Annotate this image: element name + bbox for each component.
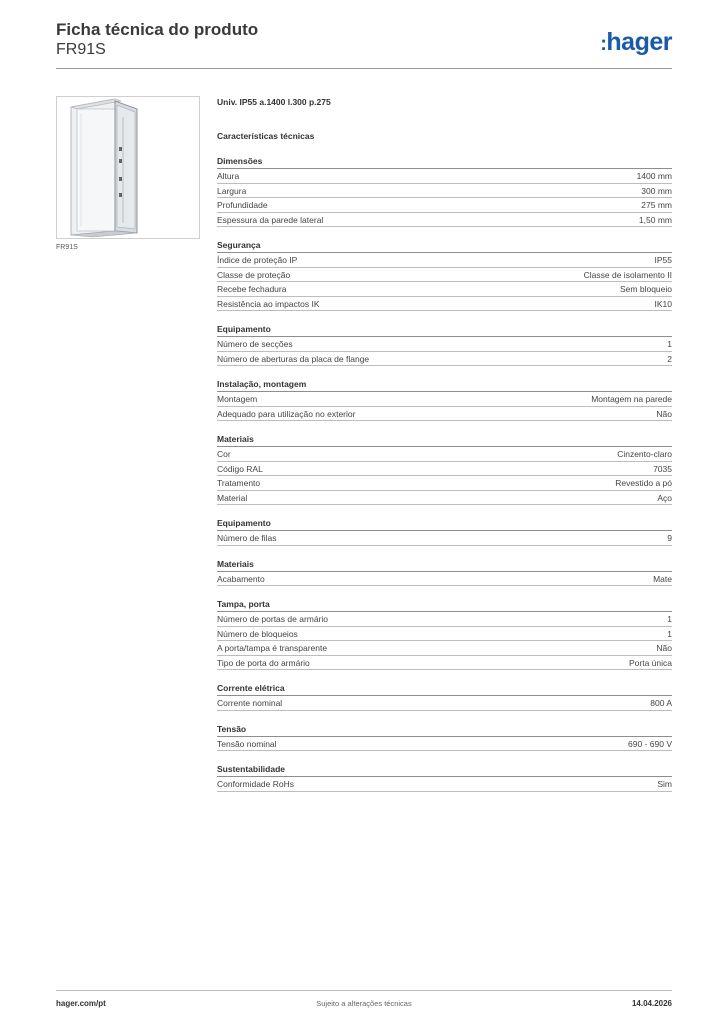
spec-row	[217, 627, 672, 642]
section-title: Tensão	[217, 723, 672, 737]
section-title: Dimensões	[217, 155, 672, 169]
spec-value: 800 A	[650, 698, 672, 708]
spec-label: Tratamento	[217, 478, 261, 488]
spec-section	[217, 239, 672, 311]
spec-row	[217, 656, 672, 671]
product-image	[56, 96, 200, 239]
spec-value: Não	[656, 408, 672, 419]
spec-row	[217, 737, 672, 752]
header-divider	[56, 68, 672, 69]
spec-section	[217, 155, 672, 227]
spec-value: 9	[667, 533, 672, 543]
spec-row	[217, 407, 672, 422]
spec-value: 1,50 mm	[638, 214, 672, 225]
spec-value: Sim	[657, 779, 672, 789]
section-title: Tampa, porta	[217, 598, 672, 612]
footer-disclaimer: Sujeito a alterações técnicas	[316, 999, 412, 1008]
spec-row	[217, 198, 672, 213]
spec-value: Cinzento-claro	[617, 449, 672, 459]
spec-section	[217, 378, 672, 421]
section-title: Instalação, montagem	[217, 378, 672, 392]
section-title: Equipamento	[217, 323, 672, 337]
section-title: Segurança	[217, 239, 672, 253]
spec-label: Tensão nominal	[217, 738, 277, 749]
spec-row	[217, 641, 672, 656]
section-title: Sustentabilidade	[217, 763, 672, 777]
spec-label: Número de aberturas da placa de flange	[217, 353, 370, 364]
footer-website: hager.com/pt	[56, 999, 106, 1008]
spec-value: Classe de isolamento II	[583, 269, 672, 280]
section-title: Equipamento	[217, 517, 672, 531]
spec-label: Altura	[217, 171, 240, 181]
spec-row	[217, 696, 672, 711]
spec-value: 300 mm	[641, 185, 672, 196]
spec-value: 1	[667, 339, 672, 349]
spec-row	[217, 491, 672, 506]
spec-sections	[217, 155, 672, 792]
spec-row	[217, 184, 672, 199]
spec-value: 7035	[653, 463, 672, 474]
spec-label: Adequado para utilização no exterior	[217, 408, 356, 419]
spec-row	[217, 476, 672, 491]
spec-row	[217, 531, 672, 546]
section-title: Materiais	[217, 433, 672, 447]
spec-label: Tipo de porta do armário	[217, 657, 310, 668]
spec-row	[217, 268, 672, 283]
spec-section	[217, 682, 672, 711]
footer-date: 14.04.2026	[631, 999, 672, 1008]
cabinet-illustration	[57, 97, 199, 238]
spec-value: 2	[667, 353, 672, 364]
spec-section	[217, 517, 672, 546]
spec-value: 690 - 690 V	[628, 738, 672, 749]
spec-label: Número de secções	[217, 339, 293, 349]
spec-label: Classe de proteção	[217, 269, 291, 280]
spec-label: Código RAL	[217, 463, 263, 474]
spec-section	[217, 598, 672, 670]
page-header	[56, 20, 672, 70]
spec-value: Não	[656, 643, 672, 653]
specifications-panel	[217, 95, 672, 792]
spec-row	[217, 352, 672, 367]
spec-label: Montagem	[217, 394, 258, 404]
document-title: Ficha técnica do produto	[56, 20, 259, 39]
spec-label: Resistência ao impactos IK	[217, 298, 320, 309]
spec-section	[217, 323, 672, 366]
spec-label: Número de bloqueios	[217, 628, 298, 639]
spec-row	[217, 777, 672, 792]
spec-section	[217, 433, 672, 505]
spec-value: IK10	[654, 298, 672, 309]
spec-value: 1	[667, 628, 672, 639]
spec-row	[217, 297, 672, 312]
spec-row	[217, 213, 672, 228]
spec-label: A porta/tampa é transparente	[217, 643, 328, 653]
spec-row	[217, 337, 672, 352]
spec-value: Porta única	[629, 657, 672, 668]
spec-section	[217, 723, 672, 752]
spec-label: Índice de proteção IP	[217, 255, 298, 265]
spec-value: 275 mm	[641, 200, 672, 210]
spec-label: Espessura da parede lateral	[217, 214, 324, 225]
spec-row	[217, 392, 672, 407]
spec-value: Revestido a pó	[615, 478, 672, 488]
spec-label: Material	[217, 492, 248, 503]
product-name: Univ. IP55 a.1400 l.300 p.275	[217, 97, 331, 107]
spec-row	[217, 572, 672, 587]
spec-label: Corrente nominal	[217, 698, 283, 708]
page-footer	[56, 990, 672, 1015]
spec-row	[217, 169, 672, 184]
image-caption: FR91S	[56, 244, 78, 251]
spec-value: Mate	[653, 573, 672, 584]
spec-row	[217, 612, 672, 627]
spec-section	[217, 558, 672, 587]
spec-section	[217, 763, 672, 792]
spec-value: IP55	[654, 255, 672, 265]
spec-label: Conformidade RoHs	[217, 779, 295, 789]
logo-text: hager	[606, 28, 672, 56]
hager-logo: :hager	[600, 28, 672, 56]
characteristics-title: Características técnicas	[217, 131, 315, 141]
spec-label: Número de filas	[217, 533, 277, 543]
spec-row	[217, 282, 672, 297]
spec-label: Cor	[217, 449, 231, 459]
spec-label: Recebe fechadura	[217, 284, 287, 294]
spec-value: 1400 mm	[636, 171, 672, 181]
spec-value: Aço	[657, 492, 672, 503]
spec-label: Acabamento	[217, 573, 265, 584]
spec-row	[217, 253, 672, 268]
product-code: FR91S	[56, 41, 106, 58]
spec-label: Profundidade	[217, 200, 268, 210]
section-title: Materiais	[217, 558, 672, 572]
spec-label: Largura	[217, 185, 247, 196]
spec-row	[217, 462, 672, 477]
spec-label: Número de portas de armário	[217, 614, 329, 624]
spec-value: Sem bloqueio	[620, 284, 672, 294]
spec-value: Montagem na parede	[591, 394, 672, 404]
section-title: Corrente elétrica	[217, 682, 672, 696]
spec-value: 1	[667, 614, 672, 624]
spec-row	[217, 447, 672, 462]
